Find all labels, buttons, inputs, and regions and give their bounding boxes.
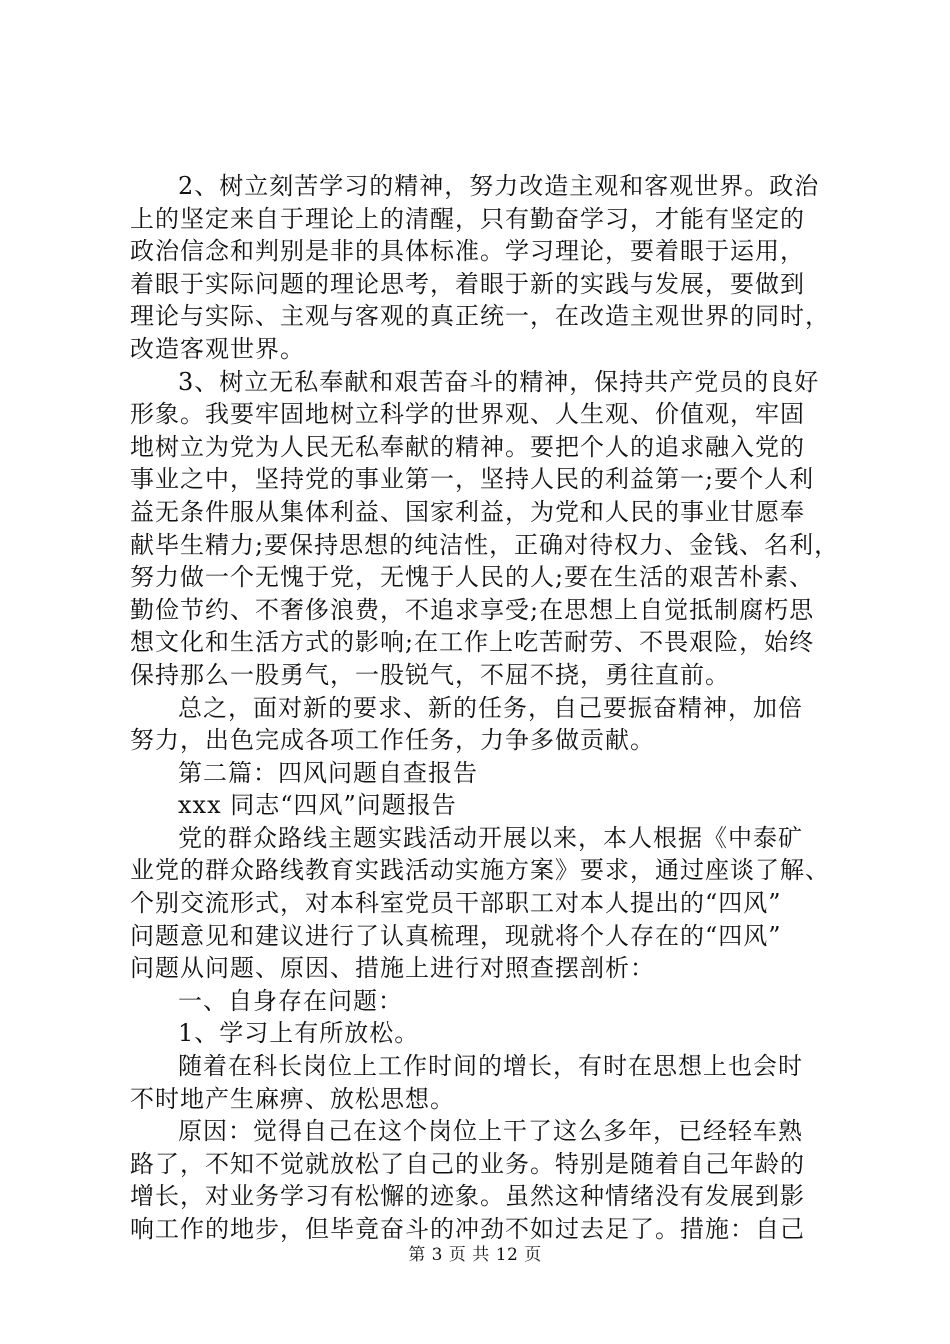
text-line: 益无条件服从集体利益、国家利益，为党和人民的事业甘愿奉 — [130, 497, 805, 526]
text-line: 地树立为党为人民无私奉献的精神。要把个人的追求融入党的 — [130, 432, 805, 461]
text-line: 着眼于实际问题的理论思考，着眼于新的实践与发展，要做到 — [130, 269, 805, 298]
text-line: xxx 同志“四风”问题报告 — [178, 791, 457, 820]
text-line: 问题意见和建议进行了认真梳理，现就将个人存在的“四风” — [130, 921, 782, 950]
text-line: 献毕生精力;要保持思想的纯洁性，正确对待权力、金钱、名利， — [130, 530, 840, 559]
text-line: 努力，出色完成各项工作任务，力争多做贡献。 — [130, 726, 655, 755]
text-line: 党的群众路线主题实践活动开展以来，本人根据《中泰矿 — [178, 823, 803, 852]
document-body — [130, 170, 840, 1246]
text-line: 形象。我要牢固地树立科学的世界观、人生观、价值观，牢固 — [130, 400, 805, 429]
text-line: 上的坚定来自于理论上的清醒，只有勤奋学习，才能有坚定的 — [130, 204, 805, 233]
text-line: 第二篇：四风问题自查报告 — [178, 758, 478, 787]
text-line: 事业之中，坚持党的事业第一，坚持人民的利益第一;要个人利 — [130, 465, 815, 494]
text-line: 随着在科长岗位上工作时间的增长，有时在思想上也会时 — [178, 1052, 803, 1081]
text-line: 总之，面对新的要求、新的任务，自己要振奋精神，加倍 — [178, 693, 803, 722]
text-line: 一、自身存在问题： — [178, 986, 403, 1015]
text-line: 勤俭节约、不奢侈浪费，不追求享受;在思想上自觉抵制腐朽思 — [130, 595, 815, 624]
text-line: 不时地产生麻痹、放松思想。 — [130, 1084, 455, 1113]
text-line: 业党的群众路线教育实践活动实施方案》要求，通过座谈了解、 — [130, 856, 830, 885]
page-footer: 第 3 页 共 12 页 — [408, 1245, 542, 1265]
text-line: 努力做一个无愧于党，无愧于人民的人;要在生活的艰苦朴素、 — [130, 563, 815, 592]
text-line: 想文化和生活方式的影响;在工作上吃苦耐劳、不畏艰险，始终 — [130, 628, 815, 657]
text-line: 3、树立无私奉献和艰苦奋斗的精神，保持共产党员的良好 — [178, 367, 820, 396]
text-line: 响工作的地步，但毕竟奋斗的冲劲不如过去足了。措施：自己 — [130, 1215, 805, 1243]
text-line: 增长，对业务学习有松懈的迹象。虽然这种情绪没有发展到影 — [130, 1182, 805, 1211]
text-line: 改造客观世界。 — [130, 334, 305, 363]
text-line: 理论与实际、主观与客观的真正统一，在改造主观世界的同时， — [130, 302, 830, 331]
text-line: 保持那么一股勇气，一股锐气，不屈不挠，勇往直前。 — [130, 660, 730, 689]
text-line: 问题从问题、原因、措施上进行对照查摆剖析： — [130, 954, 655, 983]
text-line: 政治信念和判别是非的具体标准。学习理论，要着眼于运用， — [130, 237, 805, 266]
text-line: 个别交流形式，对本科室党员干部职工对本人提出的“四风” — [130, 889, 782, 918]
text-line: 原因：觉得自己在这个岗位上干了这么多年，已经轻车熟 — [178, 1117, 803, 1146]
text-line: 路了，不知不觉就放松了自己的业务。特别是随着自己年龄的 — [130, 1149, 805, 1178]
text-line: 2、树立刻苦学习的精神，努力改造主观和客观世界。政治 — [178, 172, 820, 200]
text-line: 1、学习上有所放松。 — [178, 1019, 420, 1048]
